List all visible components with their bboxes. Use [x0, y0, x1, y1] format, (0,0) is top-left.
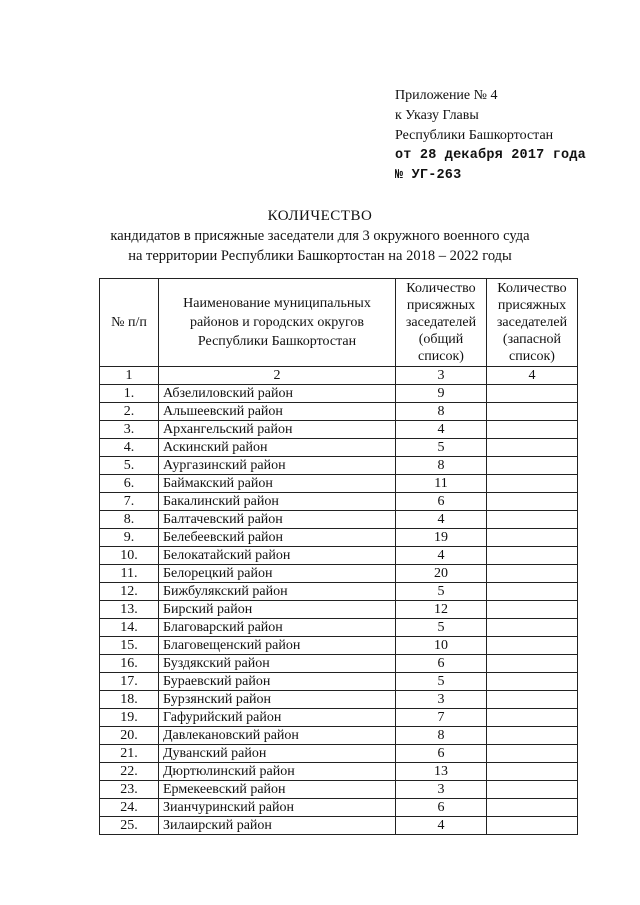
reserve-list-count [487, 565, 578, 583]
district-name: Белорецкий район [159, 565, 396, 583]
row-number: 23. [100, 781, 159, 799]
table-row [100, 403, 578, 421]
reserve-list-count [487, 547, 578, 565]
reserve-list-count [487, 511, 578, 529]
column-index: 3 [396, 367, 487, 385]
table-row [100, 601, 578, 619]
row-number: 20. [100, 727, 159, 745]
table-row [100, 763, 578, 781]
row-number: 13. [100, 601, 159, 619]
district-name: Давлекановский район [159, 727, 396, 745]
general-list-count: 12 [396, 601, 487, 619]
table-row [100, 511, 578, 529]
reserve-list-count [487, 619, 578, 637]
general-list-count: 6 [396, 799, 487, 817]
general-list-count: 4 [396, 547, 487, 565]
table-row [100, 385, 578, 403]
row-number: 25. [100, 817, 159, 835]
district-name: Белебеевский район [159, 529, 396, 547]
row-number: 18. [100, 691, 159, 709]
general-list-count: 10 [396, 637, 487, 655]
general-list-count: 8 [396, 727, 487, 745]
table-row [100, 475, 578, 493]
district-name: Буздякский район [159, 655, 396, 673]
table-row [100, 583, 578, 601]
general-list-count: 9 [396, 385, 487, 403]
column-index-row [100, 367, 578, 385]
district-name: Аургазинский район [159, 457, 396, 475]
row-number: 24. [100, 799, 159, 817]
reserve-list-count [487, 691, 578, 709]
general-list-count: 4 [396, 511, 487, 529]
district-name: Бурзянский район [159, 691, 396, 709]
table-row [100, 799, 578, 817]
reserve-list-count [487, 781, 578, 799]
reserve-list-count [487, 673, 578, 691]
document-subtitle-line1: кандидатов в присяжные заседатели для 3 окружного военного суда [110, 228, 530, 244]
reserve-list-count [487, 475, 578, 493]
general-list-count: 6 [396, 655, 487, 673]
table-row [100, 439, 578, 457]
general-list-count: 19 [396, 529, 487, 547]
table-row [100, 421, 578, 439]
district-name: Белокатайский район [159, 547, 396, 565]
table-row [100, 493, 578, 511]
appendix-number: Приложение № 4 [395, 88, 498, 103]
district-name: Зианчуринский район [159, 799, 396, 817]
district-name: Аскинский район [159, 439, 396, 457]
reserve-list-count [487, 817, 578, 835]
general-list-count: 5 [396, 439, 487, 457]
reserve-list-count [487, 637, 578, 655]
district-name: Благовещенский район [159, 637, 396, 655]
header-district-name: Наименование муниципальных районов и городских округов Республики Башкортостан [159, 279, 396, 367]
appendix-decree-ref: к Указу Главы [395, 108, 479, 123]
appendix-decree-number: № УГ-263 [395, 168, 462, 183]
general-list-count: 4 [396, 817, 487, 835]
document-heading [0, 206, 640, 266]
district-name: Бураевский район [159, 673, 396, 691]
row-number: 17. [100, 673, 159, 691]
general-list-count: 20 [396, 565, 487, 583]
general-list-count: 7 [396, 709, 487, 727]
document-title: КОЛИЧЕСТВО [267, 208, 373, 224]
row-number: 19. [100, 709, 159, 727]
reserve-list-count [487, 385, 578, 403]
table-row [100, 745, 578, 763]
row-number: 9. [100, 529, 159, 547]
row-number: 2. [100, 403, 159, 421]
row-number: 1. [100, 385, 159, 403]
general-list-count: 5 [396, 583, 487, 601]
table-row [100, 655, 578, 673]
reserve-list-count [487, 763, 578, 781]
reserve-list-count [487, 439, 578, 457]
column-index: 2 [159, 367, 396, 385]
column-index: 4 [487, 367, 578, 385]
general-list-count: 5 [396, 619, 487, 637]
general-list-count: 3 [396, 691, 487, 709]
document-subtitle-line2: на территории Республики Башкортостан на 2018 – 2022 годы [128, 248, 512, 264]
general-list-count: 13 [396, 763, 487, 781]
table-row [100, 529, 578, 547]
table-row [100, 565, 578, 583]
table-row [100, 727, 578, 745]
table-row [100, 457, 578, 475]
row-number: 15. [100, 637, 159, 655]
general-list-count: 6 [396, 493, 487, 511]
reserve-list-count [487, 583, 578, 601]
general-list-count: 6 [396, 745, 487, 763]
table-header-row [100, 279, 578, 367]
table-row [100, 619, 578, 637]
district-name: Балтачевский район [159, 511, 396, 529]
row-number: 16. [100, 655, 159, 673]
district-name: Абзелиловский район [159, 385, 396, 403]
district-name: Зилаирский район [159, 817, 396, 835]
appendix-republic: Республики Башкортостан [395, 128, 554, 143]
row-number: 3. [100, 421, 159, 439]
table-row [100, 673, 578, 691]
reserve-list-count [487, 601, 578, 619]
district-name: Ермекеевский район [159, 781, 396, 799]
district-name: Бакалинский район [159, 493, 396, 511]
row-number: 22. [100, 763, 159, 781]
row-number: 5. [100, 457, 159, 475]
table-row [100, 547, 578, 565]
row-number: 11. [100, 565, 159, 583]
row-number: 21. [100, 745, 159, 763]
general-list-count: 11 [396, 475, 487, 493]
appendix-date: от 28 декабря 2017 года [395, 148, 586, 163]
row-number: 6. [100, 475, 159, 493]
appendix-block [395, 86, 586, 186]
column-index: 1 [100, 367, 159, 385]
district-name: Альшеевский район [159, 403, 396, 421]
jurors-table [99, 278, 578, 835]
district-name: Дюртюлинский район [159, 763, 396, 781]
reserve-list-count [487, 799, 578, 817]
general-list-count: 5 [396, 673, 487, 691]
table-row [100, 781, 578, 799]
row-number: 8. [100, 511, 159, 529]
header-general-list: Количество присяжных заседателей (общий список) [396, 279, 487, 367]
row-number: 14. [100, 619, 159, 637]
row-number: 4. [100, 439, 159, 457]
row-number: 10. [100, 547, 159, 565]
row-number: 12. [100, 583, 159, 601]
district-name: Бижбулякский район [159, 583, 396, 601]
general-list-count: 4 [396, 421, 487, 439]
header-number: № п/п [100, 279, 159, 367]
reserve-list-count [487, 655, 578, 673]
reserve-list-count [487, 745, 578, 763]
reserve-list-count [487, 709, 578, 727]
reserve-list-count [487, 403, 578, 421]
table-row [100, 817, 578, 835]
table-row [100, 709, 578, 727]
header-reserve-list: Количество присяжных заседателей (запасной список) [487, 279, 578, 367]
district-name: Гафурийский район [159, 709, 396, 727]
table-row [100, 637, 578, 655]
reserve-list-count [487, 493, 578, 511]
table-body [100, 385, 578, 835]
general-list-count: 3 [396, 781, 487, 799]
district-name: Архангельский район [159, 421, 396, 439]
row-number: 7. [100, 493, 159, 511]
table-row [100, 691, 578, 709]
reserve-list-count [487, 421, 578, 439]
general-list-count: 8 [396, 457, 487, 475]
district-name: Благоварский район [159, 619, 396, 637]
reserve-list-count [487, 727, 578, 745]
district-name: Дуванский район [159, 745, 396, 763]
general-list-count: 8 [396, 403, 487, 421]
district-name: Баймакский район [159, 475, 396, 493]
reserve-list-count [487, 529, 578, 547]
reserve-list-count [487, 457, 578, 475]
district-name: Бирский район [159, 601, 396, 619]
